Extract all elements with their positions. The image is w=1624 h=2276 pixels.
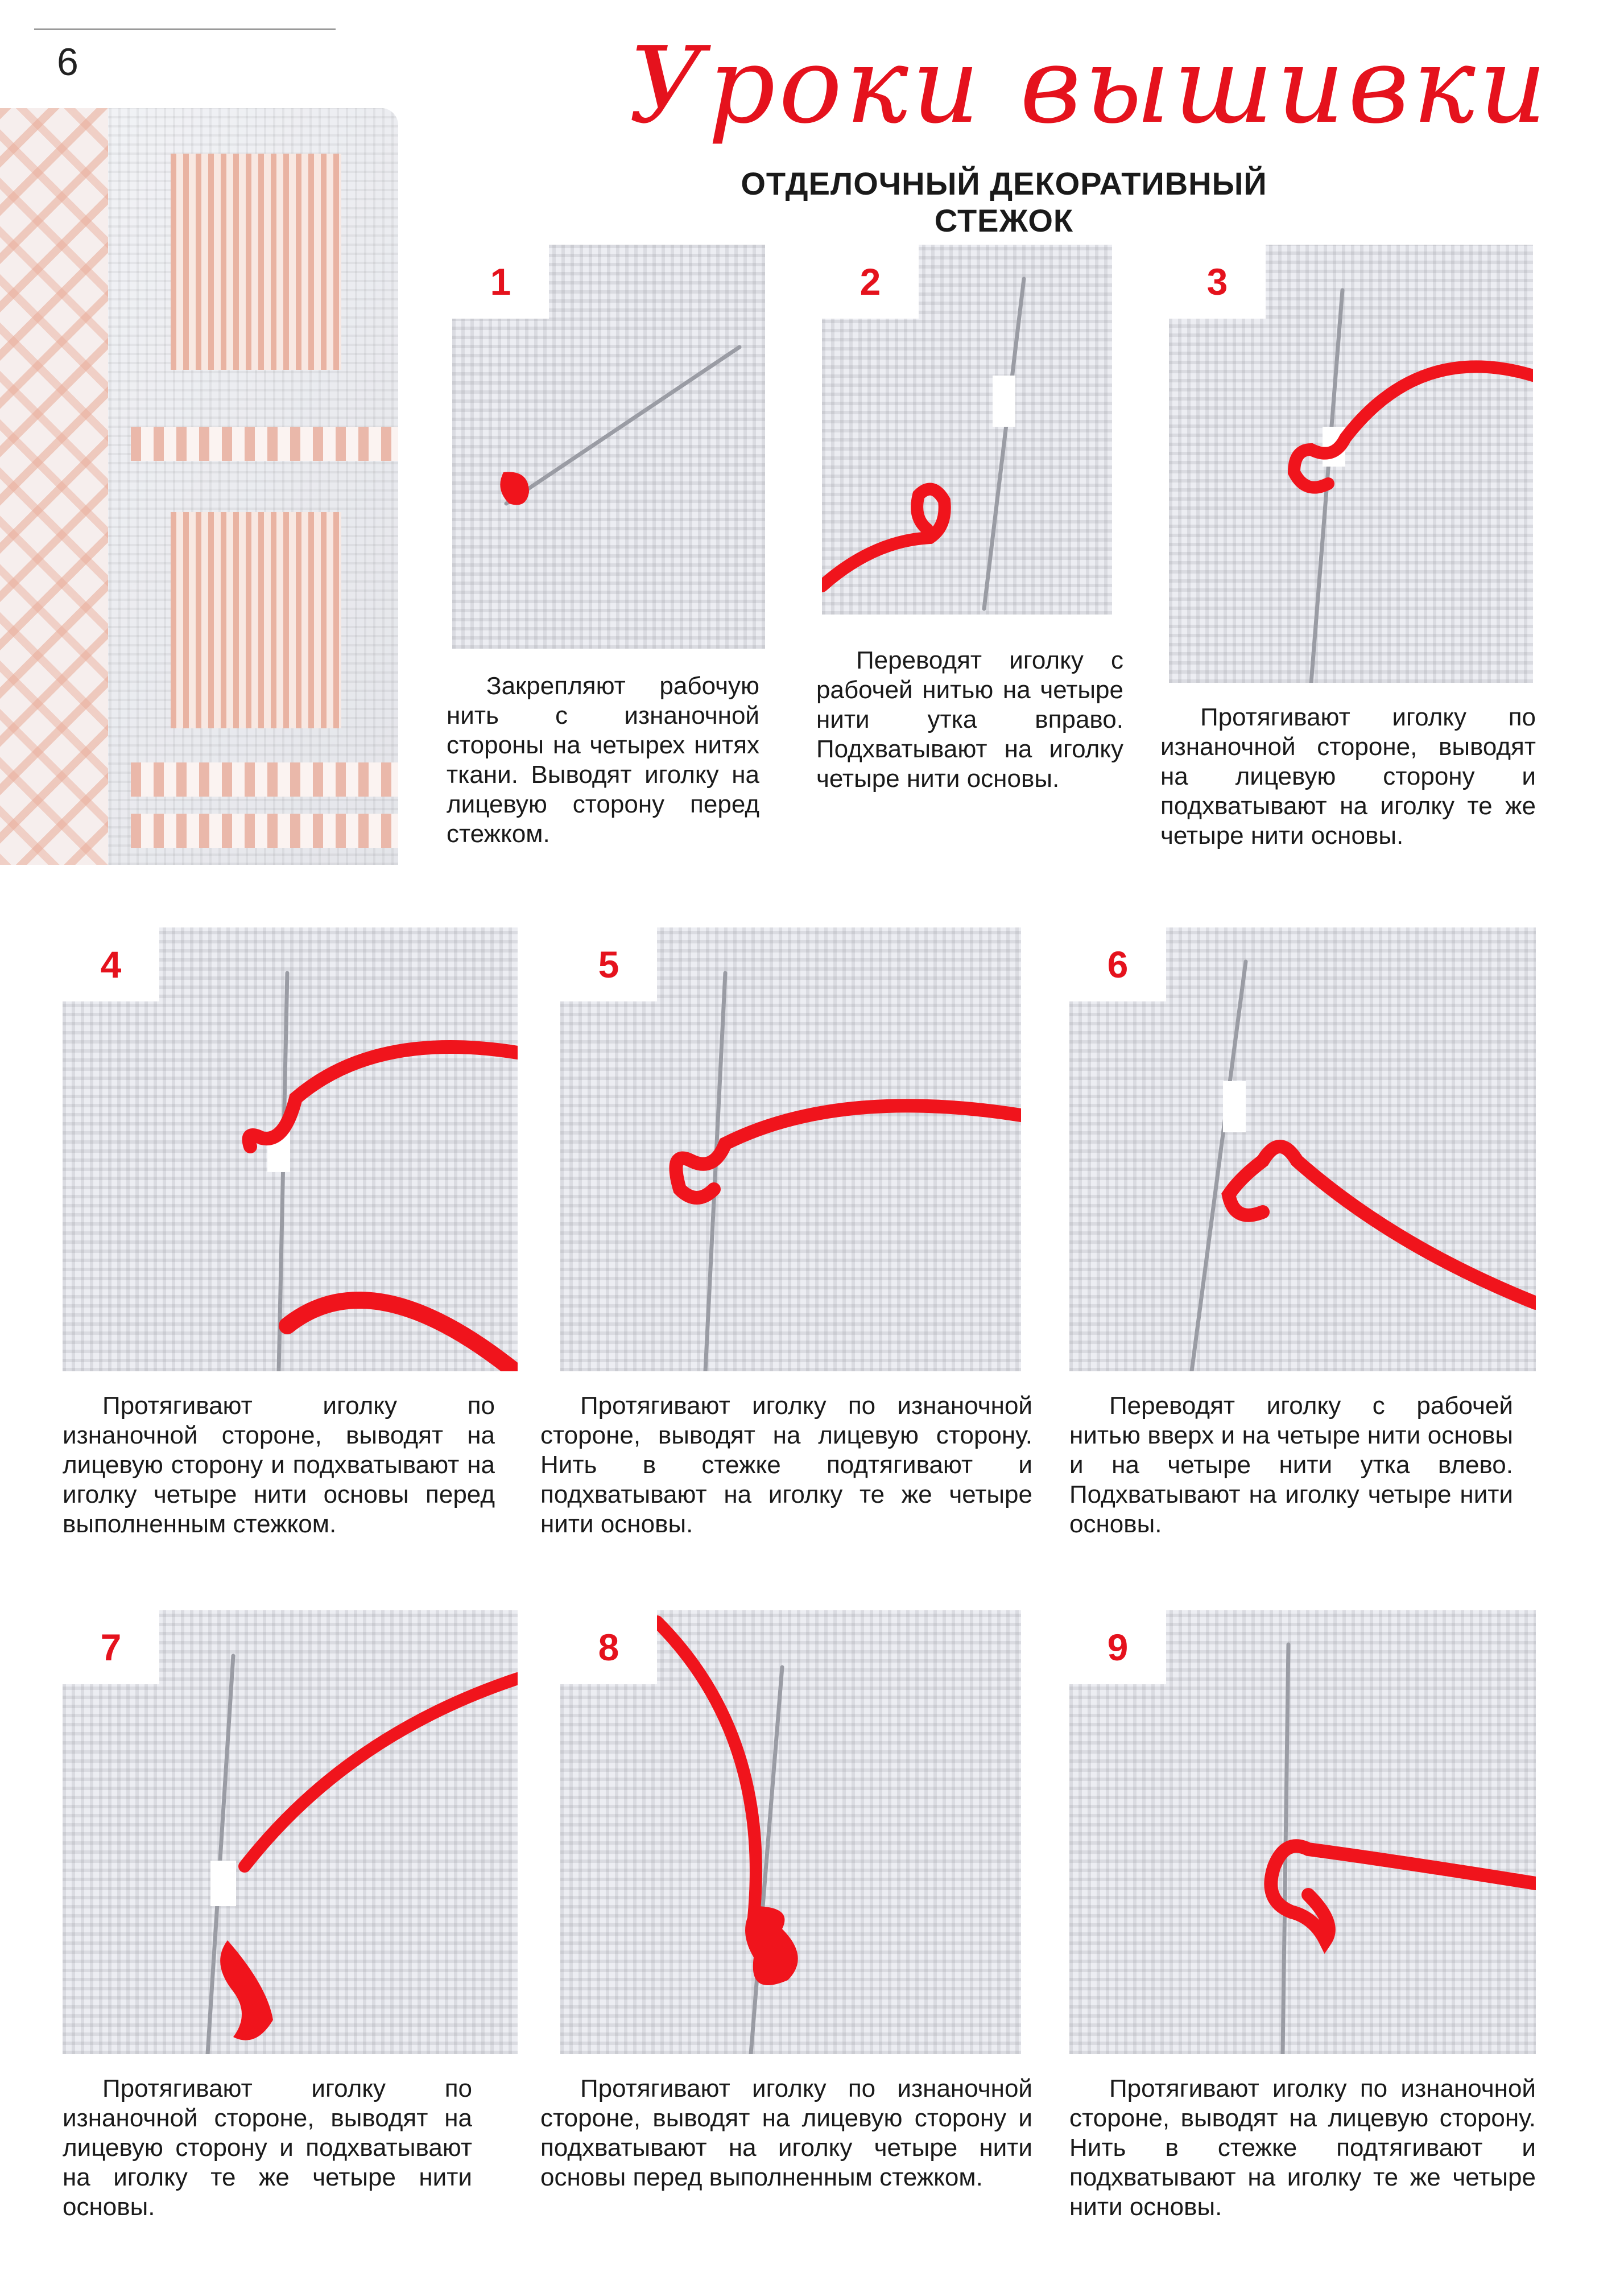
step-6-text: Переводят иголку с рабочей нитью вверх и на четыре нити основы и на четыре нити утка влево. Подхватывают на иголку четыре нити основы.: [1069, 1392, 1513, 1538]
step-3-photo: [1169, 245, 1533, 683]
step-2-photo: [822, 245, 1112, 615]
step-8-text: Протягивают иголку по изнаночной стороне, выводят на лицевую сторону и подхватывают на иголку четыре нити основы перед выполненным стежком.: [540, 2075, 1032, 2191]
step-2-text: Переводят иголку с рабочей нитью на четыре нити утка вправо. Подхватывают на иголку четыре нити основы.: [816, 646, 1123, 793]
sample-stripe: [131, 814, 398, 848]
sample-stripe: [131, 762, 398, 797]
step-4-text: Протягивают иголку по изнаночной стороне, выводят на лицевую сторону и подхватывают на иголку четыре нити основы перед выполненным стежком.: [63, 1392, 495, 1538]
step-2-number: 2: [822, 245, 919, 319]
sample-block-top: [171, 154, 341, 370]
step-4-photo: [63, 927, 518, 1371]
step-3-number: 3: [1169, 245, 1266, 319]
step-5-text: Протягивают иголку по изнаночной стороне, выводят на лицевую сторону. Нить в стежке подтягивают и подхватывают на иголку те же четыре нити основы.: [540, 1392, 1032, 1538]
step-9-number: 9: [1069, 1610, 1166, 1684]
step-1-photo: [452, 245, 765, 649]
page-number: 6: [57, 40, 78, 84]
step-9-photo: [1069, 1610, 1536, 2054]
step-1-text: Закрепляют рабочую нить с изнаночной стороны на четырех нитях ткани. Выводят иголку на лицевую сторону перед стежком.: [447, 672, 759, 848]
lesson-title: ОТДЕЛОЧНЫЙ ДЕКОРАТИВНЫЙ СТЕЖОК: [741, 166, 1267, 238]
step-3-text: Протягивают иголку по изнаночной стороне, выводят на лицевую сторону и подхватывают на иголку те же четыре нити основы.: [1160, 703, 1536, 850]
step-8-number: 8: [560, 1610, 657, 1684]
step-7-photo: [63, 1610, 518, 2054]
sample-border-band: [0, 108, 108, 865]
step-4-number: 4: [63, 927, 159, 1001]
step-6-photo: [1069, 927, 1536, 1371]
step-7-number: 7: [63, 1610, 159, 1684]
step-1-number: 1: [452, 245, 549, 319]
step-9-text: Протягивают иголку по изнаночной стороне, выводят на лицевую сторону. Нить в стежке подтягивают и подхватывают на иголку те же четыре нити основы.: [1069, 2075, 1536, 2221]
step-5-number: 5: [560, 927, 657, 1001]
step-6-number: 6: [1069, 927, 1166, 1001]
embroidery-sample-photo: [0, 108, 398, 865]
header-rule: [34, 28, 336, 30]
sample-stripe: [131, 427, 398, 461]
step-5-photo: [560, 927, 1021, 1371]
step-7-text: Протягивают иголку по изнаночной стороне, выводят на лицевую сторону и подхватывают на иголку те же четыре нити основы.: [63, 2075, 472, 2221]
step-8-photo: [560, 1610, 1021, 2054]
series-title: Уроки вышивки: [629, 24, 1550, 147]
sample-block-middle: [171, 512, 341, 728]
